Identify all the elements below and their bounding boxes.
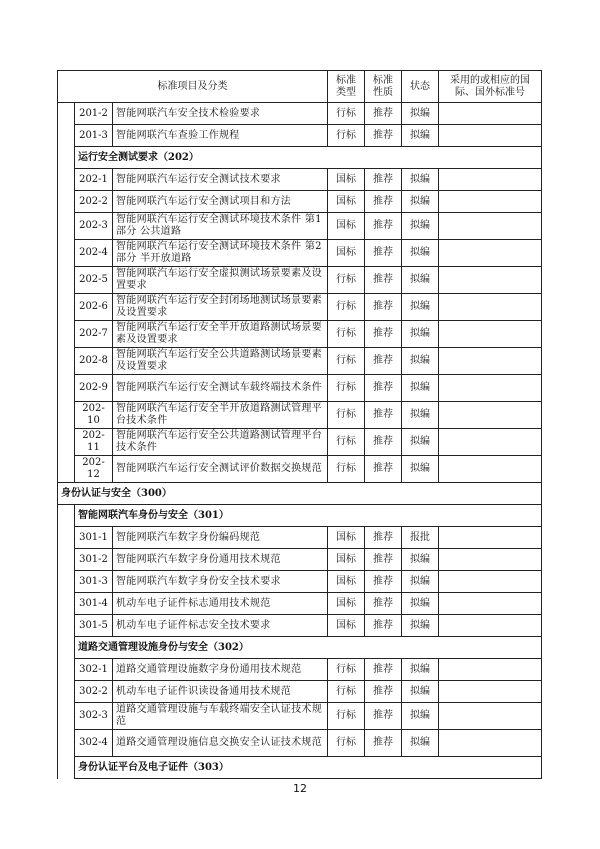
item-type: 国标	[328, 213, 365, 240]
item-code: 302-3	[75, 703, 113, 730]
item-status: 拟编	[402, 615, 439, 637]
item-code: 301-3	[75, 571, 113, 593]
item-type: 国标	[328, 571, 365, 593]
header-item: 标准项目及分类	[58, 71, 328, 103]
item-type: 行标	[328, 125, 365, 147]
item-ref	[439, 103, 542, 125]
item-status: 拟编	[402, 191, 439, 213]
item-ref	[439, 615, 542, 637]
item-status: 拟编	[402, 549, 439, 571]
item-code: 202-1	[75, 169, 113, 191]
item-ref	[439, 321, 542, 348]
item-type: 行标	[328, 348, 365, 375]
item-ref	[439, 429, 542, 456]
item-nature: 推荐	[365, 703, 402, 730]
item-type: 行标	[328, 375, 365, 402]
item-ref	[439, 730, 542, 757]
item-type: 行标	[328, 429, 365, 456]
page-number: 12	[293, 782, 307, 795]
item-name: 智能网联汽车查验工作规程	[113, 125, 328, 147]
item-nature: 推荐	[365, 294, 402, 321]
item-ref	[439, 456, 542, 483]
item-ref	[439, 571, 542, 593]
indent-cell	[58, 615, 75, 637]
item-code: 301-1	[75, 527, 113, 549]
subcategory-label: 道路交通管理设施身份与安全（302）	[75, 637, 542, 659]
item-ref	[439, 593, 542, 615]
item-name: 智能网联汽车数字身份安全技术要求	[113, 571, 328, 593]
item-status: 拟编	[402, 294, 439, 321]
indent-cell	[58, 757, 75, 779]
table-row	[58, 375, 542, 402]
category-row	[58, 483, 542, 505]
item-status: 拟编	[402, 125, 439, 147]
indent-cell	[58, 659, 75, 681]
item-type: 国标	[328, 549, 365, 571]
item-nature: 推荐	[365, 213, 402, 240]
item-name: 智能网联汽车运行安全测试车载终端技术条件	[113, 375, 328, 402]
item-nature: 推荐	[365, 429, 402, 456]
table-row	[58, 571, 542, 593]
table-row	[58, 191, 542, 213]
item-name: 智能网联汽车运行安全公共道路测试场景要素及设置要求	[113, 348, 328, 375]
item-name: 机动车电子证件标志通用技术规范	[113, 593, 328, 615]
item-nature: 推荐	[365, 191, 402, 213]
item-code: 202-4	[75, 240, 113, 267]
item-ref	[439, 402, 542, 429]
item-nature: 推荐	[365, 125, 402, 147]
item-code: 201-2	[75, 103, 113, 125]
item-code: 302-1	[75, 659, 113, 681]
item-type: 行标	[328, 294, 365, 321]
table-row	[58, 703, 542, 730]
item-type: 行标	[328, 456, 365, 483]
item-type: 行标	[328, 703, 365, 730]
item-name: 智能网联汽车数字身份通用技术规范	[113, 549, 328, 571]
item-code: 301-4	[75, 593, 113, 615]
indent-cell	[58, 571, 75, 593]
item-status: 拟编	[402, 456, 439, 483]
item-code: 202-6	[75, 294, 113, 321]
item-code: 202-11	[75, 429, 113, 456]
subcategory-row	[58, 147, 542, 169]
indent-cell	[58, 402, 75, 429]
item-type: 国标	[328, 527, 365, 549]
table-row	[58, 294, 542, 321]
table-row	[58, 615, 542, 637]
table-row	[58, 240, 542, 267]
indent-cell	[58, 321, 75, 348]
table-row	[58, 267, 542, 294]
table-row	[58, 213, 542, 240]
item-nature: 推荐	[365, 240, 402, 267]
item-ref	[439, 240, 542, 267]
item-nature: 推荐	[365, 402, 402, 429]
header-ref: 采用的或相应的国际、国外标准号	[439, 71, 542, 103]
item-type: 国标	[328, 169, 365, 191]
item-name: 道路交通管理设施数字身份通用技术规范	[113, 659, 328, 681]
item-code: 202-5	[75, 267, 113, 294]
item-code: 301-5	[75, 615, 113, 637]
indent-cell	[58, 294, 75, 321]
item-nature: 推荐	[365, 730, 402, 757]
indent-cell	[58, 429, 75, 456]
item-name: 道路交通管理设施与车载终端安全认证技术规范	[113, 703, 328, 730]
table-row	[58, 730, 542, 757]
item-code: 302-4	[75, 730, 113, 757]
table-row	[58, 103, 542, 125]
item-code: 202-10	[75, 402, 113, 429]
item-status: 拟编	[402, 103, 439, 125]
item-type: 行标	[328, 103, 365, 125]
subcategory-row	[58, 637, 542, 659]
item-nature: 推荐	[365, 456, 402, 483]
item-ref	[439, 267, 542, 294]
indent-cell	[58, 348, 75, 375]
item-nature: 推荐	[365, 549, 402, 571]
table-row	[58, 659, 542, 681]
indent-cell	[58, 240, 75, 267]
table-row	[58, 348, 542, 375]
table-row	[58, 681, 542, 703]
item-name: 智能网联汽车运行安全测试环境技术条件 第2部分 半开放道路	[113, 240, 328, 267]
indent-cell	[58, 125, 75, 147]
item-nature: 推荐	[365, 375, 402, 402]
indent-cell	[58, 681, 75, 703]
table-row	[58, 321, 542, 348]
indent-cell	[58, 549, 75, 571]
item-status: 拟编	[402, 348, 439, 375]
item-status: 拟编	[402, 402, 439, 429]
item-code: 202-12	[75, 456, 113, 483]
item-status: 拟编	[402, 730, 439, 757]
item-ref	[439, 527, 542, 549]
indent-cell	[58, 267, 75, 294]
table-row	[58, 456, 542, 483]
item-status: 拟编	[402, 375, 439, 402]
item-code: 301-2	[75, 549, 113, 571]
indent-cell	[58, 527, 75, 549]
item-status: 拟编	[402, 681, 439, 703]
item-code: 201-3	[75, 125, 113, 147]
item-type: 行标	[328, 681, 365, 703]
item-name: 智能网联汽车运行安全封闭场地测试场景要素及设置要求	[113, 294, 328, 321]
standards-table	[57, 70, 542, 779]
item-ref	[439, 169, 542, 191]
table-row	[58, 125, 542, 147]
item-nature: 推荐	[365, 681, 402, 703]
item-code: 202-9	[75, 375, 113, 402]
indent-cell	[58, 213, 75, 240]
subcategory-row	[58, 757, 542, 779]
item-name: 道路交通管理设施信息交换安全认证技术规范	[113, 730, 328, 757]
item-ref	[439, 213, 542, 240]
indent-cell	[58, 730, 75, 757]
item-name: 智能网联汽车运行安全测试环境技术条件 第1部分 公共道路	[113, 213, 328, 240]
item-ref	[439, 703, 542, 730]
item-type: 国标	[328, 593, 365, 615]
item-status: 拟编	[402, 429, 439, 456]
item-name: 智能网联汽车运行安全公共道路测试管理平台技术条件	[113, 429, 328, 456]
table-row	[58, 402, 542, 429]
item-ref	[439, 294, 542, 321]
item-name: 机动车电子证件标志安全技术要求	[113, 615, 328, 637]
item-ref	[439, 549, 542, 571]
item-name: 智能网联汽车运行安全半开放道路测试场景要素及设置要求	[113, 321, 328, 348]
item-nature: 推荐	[365, 348, 402, 375]
subcategory-label: 智能网联汽车身份与安全（301）	[75, 505, 542, 527]
item-type: 国标	[328, 615, 365, 637]
indent-cell	[58, 103, 75, 125]
item-ref	[439, 191, 542, 213]
item-name: 智能网联汽车运行安全测试评价数据交换规范	[113, 456, 328, 483]
item-name: 智能网联汽车安全技术检验要求	[113, 103, 328, 125]
item-nature: 推荐	[365, 267, 402, 294]
item-ref	[439, 659, 542, 681]
item-type: 国标	[328, 240, 365, 267]
item-nature: 推荐	[365, 659, 402, 681]
item-status: 报批	[402, 527, 439, 549]
indent-cell	[58, 637, 75, 659]
table-row	[58, 169, 542, 191]
table-row	[58, 527, 542, 549]
indent-cell	[58, 593, 75, 615]
item-name: 智能网联汽车数字身份编码规范	[113, 527, 328, 549]
indent-cell	[58, 703, 75, 730]
header-nature: 标准 性质	[365, 71, 402, 103]
indent-cell	[58, 456, 75, 483]
item-name: 机动车电子证件识读设备通用技术规范	[113, 681, 328, 703]
item-type: 行标	[328, 659, 365, 681]
table-header-row	[58, 71, 542, 103]
item-ref	[439, 681, 542, 703]
subcategory-label: 运行安全测试要求（202）	[75, 147, 542, 169]
item-code: 202-7	[75, 321, 113, 348]
subcategory-row	[58, 505, 542, 527]
item-ref	[439, 348, 542, 375]
category-label: 身份认证与安全（300）	[58, 483, 542, 505]
item-status: 拟编	[402, 321, 439, 348]
header-status: 状态	[402, 71, 439, 103]
item-status: 拟编	[402, 659, 439, 681]
table-row	[58, 549, 542, 571]
table-row	[58, 593, 542, 615]
item-nature: 推荐	[365, 169, 402, 191]
item-type: 行标	[328, 402, 365, 429]
item-name: 智能网联汽车运行安全半开放道路测试管理平台技术条件	[113, 402, 328, 429]
item-type: 国标	[328, 191, 365, 213]
item-name: 智能网联汽车运行安全虚拟测试场景要素及设置要求	[113, 267, 328, 294]
item-ref	[439, 375, 542, 402]
item-code: 202-3	[75, 213, 113, 240]
header-type: 标准 类型	[328, 71, 365, 103]
indent-cell	[58, 147, 75, 169]
item-nature: 推荐	[365, 321, 402, 348]
item-type: 行标	[328, 730, 365, 757]
item-nature: 推荐	[365, 571, 402, 593]
item-name: 智能网联汽车运行安全测试技术要求	[113, 169, 328, 191]
item-code: 302-2	[75, 681, 113, 703]
item-nature: 推荐	[365, 593, 402, 615]
item-code: 202-2	[75, 191, 113, 213]
item-status: 拟编	[402, 703, 439, 730]
item-nature: 推荐	[365, 103, 402, 125]
item-type: 行标	[328, 321, 365, 348]
item-code: 202-8	[75, 348, 113, 375]
item-status: 拟编	[402, 267, 439, 294]
indent-cell	[58, 505, 75, 527]
table-row	[58, 429, 542, 456]
item-type: 行标	[328, 267, 365, 294]
item-nature: 推荐	[365, 527, 402, 549]
item-status: 拟编	[402, 571, 439, 593]
item-status: 拟编	[402, 213, 439, 240]
item-status: 拟编	[402, 169, 439, 191]
item-status: 拟编	[402, 240, 439, 267]
item-status: 拟编	[402, 593, 439, 615]
indent-cell	[58, 169, 75, 191]
item-ref	[439, 125, 542, 147]
subcategory-label: 身份认证平台及电子证件（303）	[75, 757, 542, 779]
item-name: 智能网联汽车运行安全测试项目和方法	[113, 191, 328, 213]
item-nature: 推荐	[365, 615, 402, 637]
indent-cell	[58, 375, 75, 402]
table-body	[58, 71, 542, 779]
indent-cell	[58, 191, 75, 213]
